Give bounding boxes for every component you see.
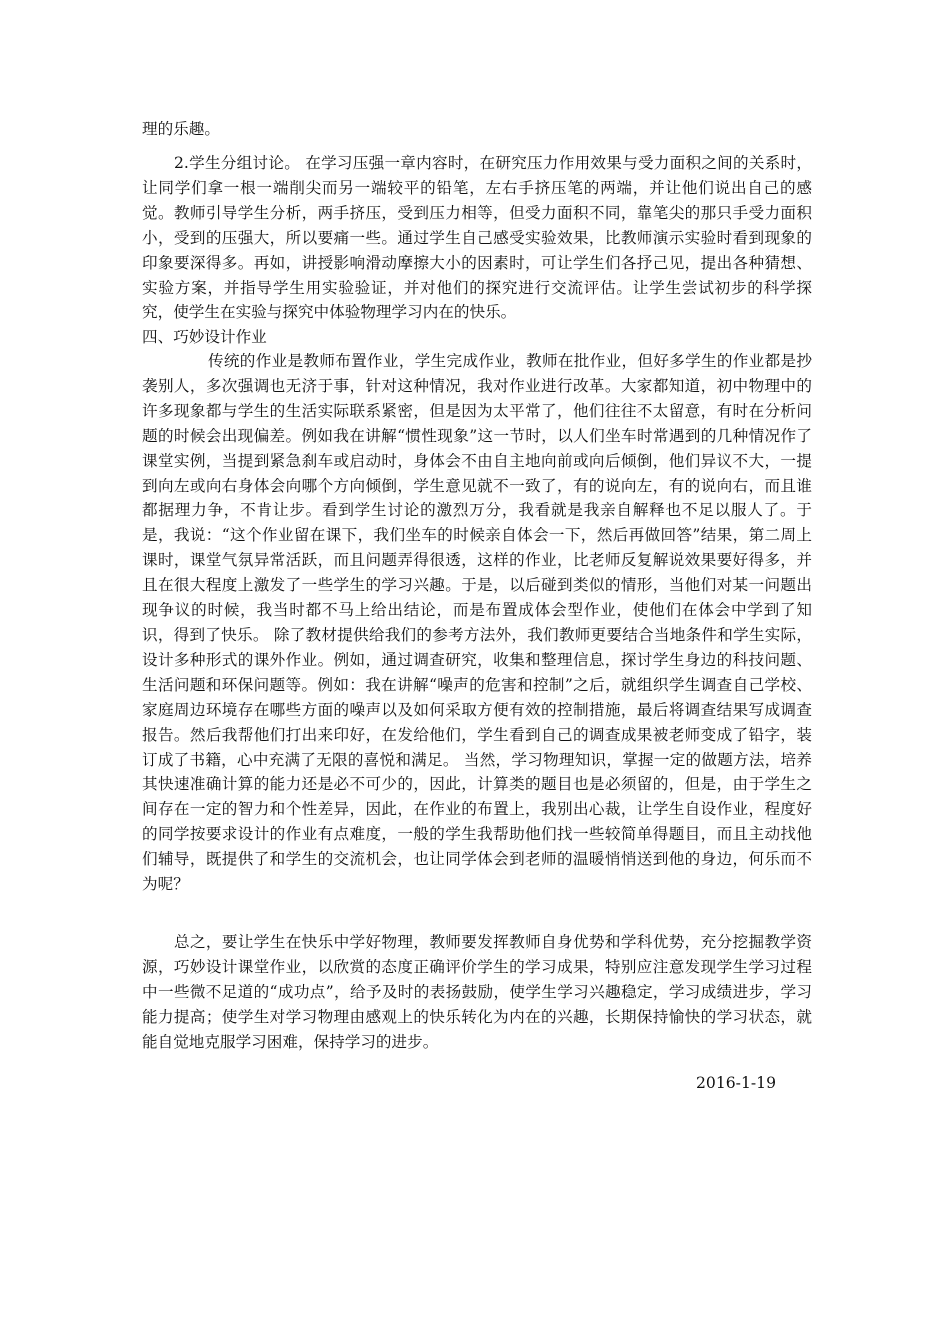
paragraph-homework-design: 传统的作业是教师布置作业，学生完成作业，教师在批作业，但好多学生的作业都是抄袭别人，多次强调也无济于事，针对这种情况，我对作业进行改革。大家都知道，初中物理中的许多现象都与学生的生活实际联系紧密，但是因为太平常了，他们往往不太留意，有时在分析问题的时候会出现偏差。例如我在讲解“惯性现象”这一节时，以人们坐车时常遇到的几种情况作了课堂实例，当提到紧急刹车或启动时，身体会不由自主地向前或向后倾倒，他们异议不大，一提到向左或向右身体会向哪个方向倾倒，学生意见就不一致了，有的说向左，有的说向右，而且谁都据理力争，不肯让步。看到学生讨论的激烈万分，我看就是我亲自解释也不足以服人了。于是，我说：“这个作业留在课下，我们坐车的时候亲自体会一下，然后再做回答”结果，第二周上课时，课堂气氛异常活跃，而且问题弄得很透，这样的作业，比老师反复解说效果要好得多，并且在很大程度上激发了一些学生的学习兴趣。于是，以后碰到类似的情形，当他们对某一问题出现争议的时候，我当时都不马上给出结论，而是布置成体会型作业，使他们在体会中学到了知识，得到了快乐。 除了教材提供给我们的参考方法外，我们教师更要结合当地条件和学生实际，设计多种形式的课外作业。例如，通过调查研究，收集和整理信息，探讨学生身边的科技问题、生活问题和环保问题等。例如：我在讲解“噪声的危害和控制”之后，就组织学生调查自己学校、家庭周边环境存在哪些方面的噪声以及如何采取方便有效的控制措施，最后将调查结果写成调查报告。然后我帮他们打出来印好，在发给他们，学生看到自己的调查成果被老师变成了铅字，装订成了书籍，心中充满了无限的喜悦和满足。 当然，学习物理知识，掌握一定的做题方法，培养其快速准确计算的能力还是必不可少的，因此，计算类的题目也是必须留的，但是，由于学生之间存在一定的智力和个性差异，因此，在作业的布置上，我别出心裁，让学生自设作业，程度好的同学按要求设计的作业有点难度，一般的学生我帮助他们找一些较简单得题目，而且主动找他们辅导，既提供了和学生的交流机会，也让同学体会到老师的温暖悄悄送到他的身边，何乐而不为呢？ — [142, 352, 812, 894]
paragraph-group-discussion: 2.学生分组讨论。 在学习压强一章内容时，在研究压力作用效果与受力面积之间的关系时，让同学们拿一根一端削尖而另一端较平的铅笔，左右手挤压笔的两端，并让他们说出自己的感觉。教师引导学生分析，两手挤压，受到压力相等，但受力面积不同，靠笔尖的那只手受力面积小，受到的压强大，所以要痛一些。通过学生自己感受实验效果，比教师演示实验时看到现象的印象要深得多。再如，讲授影响滑动摩擦大小的因素时，可让学生们各抒己见，提出各种猜想、实验方案，并指导学生用实验验证，并对他们的探究进行交流评估。让学生尝试初步的科学探究，使学生在实验与探究中体验物理学习内在的快乐。 — [142, 154, 812, 322]
document-date: 2016-1-19 — [696, 1074, 776, 1092]
section-heading-homework: 四、巧妙设计作业 — [142, 328, 267, 346]
paragraph-conclusion: 总之，要让学生在快乐中学好物理，教师要发挥教师自身优势和学科优势，充分挖掘教学资源，巧妙设计课堂作业，以欣赏的态度正确评价学生的学习成果，特别应注意发现学生学习过程中一些微不足道的“成功点”，给予及时的表扬鼓励，使学生学习兴趣稳定，学习成绩进步，学习能力提高；使学生对学习物理由感观上的快乐转化为内在的兴趣，长期保持愉快的学习状态，就能自觉地克服学习困难，保持学习的进步。 — [142, 933, 812, 1051]
paragraph-continuation: 理的乐趣。 — [142, 120, 220, 138]
